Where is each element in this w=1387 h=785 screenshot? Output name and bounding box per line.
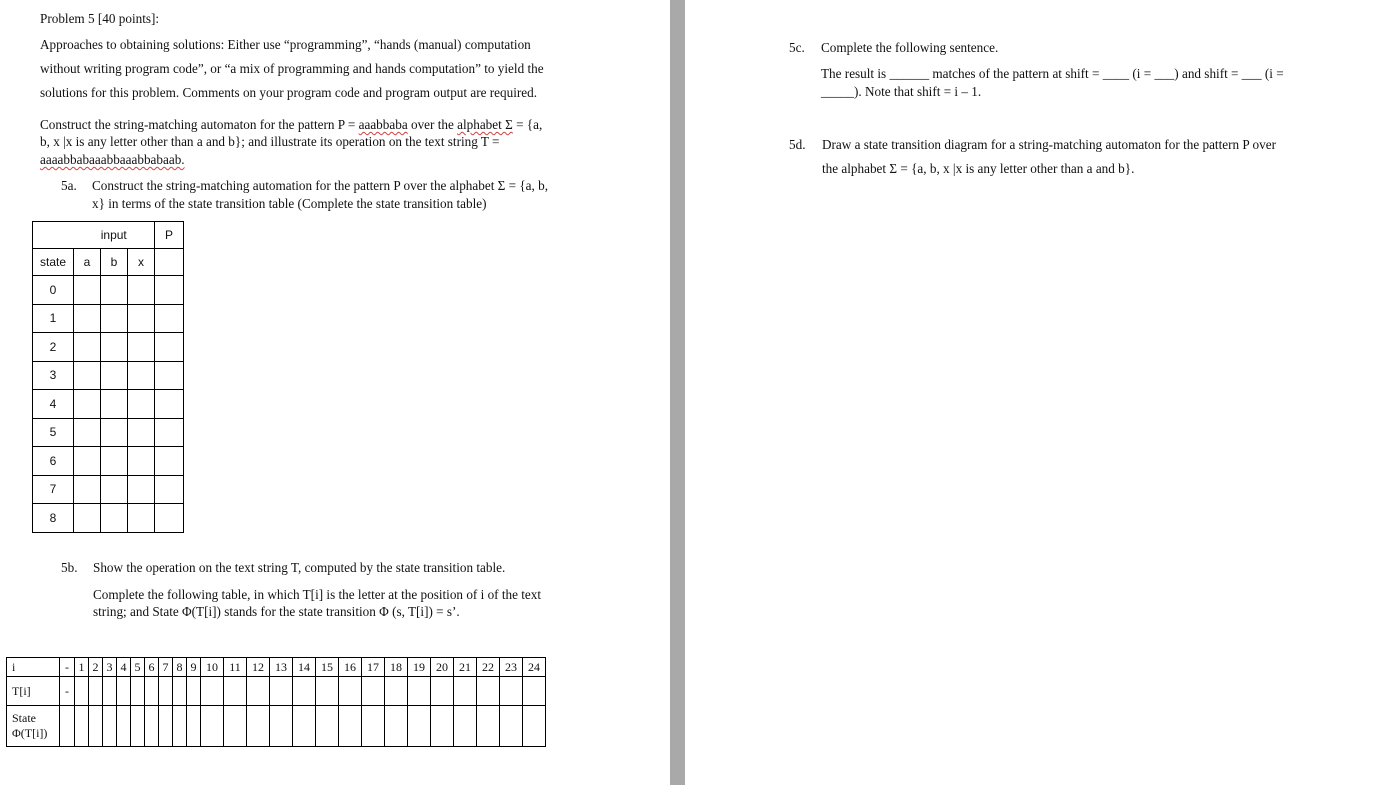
index-cell: 21 [454,658,477,677]
b-cell[interactable] [101,475,128,504]
text-cell[interactable] [201,677,224,706]
table-row [33,333,184,362]
part-5d-label: 5d. [789,137,806,152]
row-label-t: T[i] [7,677,60,706]
b-cell[interactable] [101,333,128,362]
state-cell: 7 [33,475,74,504]
state-cell[interactable] [339,706,362,747]
index-cell: 7 [159,658,173,677]
x-cell[interactable] [128,333,155,362]
p-cell[interactable] [155,276,184,305]
table-row [33,447,184,476]
right-page [685,0,1387,785]
part-5c-label: 5c. [789,40,805,55]
state-cell[interactable] [293,706,316,747]
state-cell[interactable] [408,706,431,747]
part-5a-label: 5a. [61,178,77,193]
part-5a-line-2: x} in terms of the state transition table (Complete the state transition table) [92,196,487,211]
state-cell[interactable] [270,706,293,747]
state-cell: 3 [33,361,74,390]
left-page [0,0,670,785]
pattern-text: aaabbaba [358,117,408,132]
p-header: P [155,222,184,249]
row-label-state-line2: Φ(T[i]) [12,726,48,740]
table-row [33,504,184,533]
text-cell[interactable] [224,677,247,706]
construct-line-1 [40,117,542,133]
state-cell: 6 [33,447,74,476]
input-header: input [74,222,155,249]
table-row [33,390,184,419]
text-cell[interactable] [339,677,362,706]
index-cell: 6 [145,658,159,677]
a-cell[interactable] [74,447,101,476]
part-5c-line-3: _____). Note that shift = i – 1. [821,84,982,99]
p-cell[interactable] [155,418,184,447]
table-row [33,276,184,305]
a-cell[interactable] [74,333,101,362]
index-cell: 12 [247,658,270,677]
index-cell: 9 [187,658,201,677]
text-cell[interactable] [431,677,454,706]
index-dash: - [60,658,75,677]
state-cell: 1 [33,304,74,333]
text-cell[interactable] [408,677,431,706]
text-row [7,677,546,706]
index-cell: 18 [385,658,408,677]
text-cell[interactable] [500,677,523,706]
state-cell[interactable] [477,706,500,747]
text-cell[interactable] [103,677,117,706]
part-5b-label: 5b. [61,560,78,575]
p-cell[interactable] [155,304,184,333]
b-cell[interactable] [101,304,128,333]
index-cell: 16 [339,658,362,677]
construct-text-pre: Construct the string-matching automaton for the pattern P = [40,117,359,132]
text-cell[interactable] [89,677,103,706]
a-cell[interactable] [74,504,101,533]
b-cell[interactable] [101,390,128,419]
part-5b-line-2: Complete the following table, in which T[i] is the letter at the position of i of the text [93,587,542,602]
b-cell[interactable] [101,276,128,305]
text-cell[interactable] [270,677,293,706]
index-cell: 20 [431,658,454,677]
state-cell[interactable] [103,706,117,747]
text-cell[interactable] [385,677,408,706]
index-cell: 13 [270,658,293,677]
table-row [33,304,184,333]
text-cell[interactable] [117,677,131,706]
part-5c-line-1: Complete the following sentence. [821,40,999,55]
p-cell[interactable] [155,333,184,362]
state-row [7,706,546,747]
index-cell: 15 [316,658,339,677]
text-cell[interactable] [145,677,159,706]
index-cell: 10 [201,658,224,677]
part-5c-line-2: The result is ______ matches of the pattern at shift = ____ (i = ___) and shift = ___ (i = [821,66,1284,81]
index-cell: 17 [362,658,385,677]
construct-text-post: = {a, [512,117,543,132]
x-cell[interactable] [128,418,155,447]
state-cell[interactable] [362,706,385,747]
part-5b-line-3: string; and State Φ(T[i]) stands for the state transition Φ (s, T[i]) = s’. [93,604,460,619]
index-cell: 8 [173,658,187,677]
state-column-header: state [33,249,74,276]
a-cell[interactable] [74,475,101,504]
state-cell: 8 [33,504,74,533]
text-cell[interactable] [159,677,173,706]
table-row [33,475,184,504]
state-cell[interactable] [187,706,201,747]
b-cell[interactable] [101,447,128,476]
x-cell[interactable] [128,276,155,305]
construct-line-3 [40,152,185,168]
a-cell[interactable] [74,418,101,447]
state-cell[interactable] [75,706,89,747]
index-cell: 22 [477,658,500,677]
part-5d-line-2: the alphabet Σ = {a, b, x |x is any letter other than a and b}. [822,161,1135,176]
table-row [33,418,184,447]
x-cell[interactable] [128,504,155,533]
table-corner-cell [33,222,74,249]
p-column-cell [155,249,184,276]
p-cell[interactable] [155,390,184,419]
construct-text-mid: over the [407,117,458,132]
index-cell: 19 [408,658,431,677]
state-start-cell[interactable] [60,706,75,747]
index-cell: 3 [103,658,117,677]
index-cell: 24 [523,658,546,677]
b-cell[interactable] [101,361,128,390]
text-cell[interactable] [173,677,187,706]
part-5b-line-1: Show the operation on the text string T, computed by the state transition table. [93,560,506,575]
x-cell[interactable] [128,390,155,419]
state-cell: 2 [33,333,74,362]
page-gutter [670,0,685,785]
state-cell[interactable] [159,706,173,747]
x-cell[interactable] [128,304,155,333]
text-cell[interactable] [454,677,477,706]
operation-table [6,657,546,747]
approach-line-3: solutions for this problem. Comments on your program code and program output are required. [40,85,537,100]
problem-title: Problem 5 [40 points]: [40,11,160,26]
text-cell[interactable] [187,677,201,706]
row-label-i: i [7,658,60,677]
index-cell: 1 [75,658,89,677]
text-cell[interactable] [247,677,270,706]
x-cell[interactable] [128,361,155,390]
p-cell[interactable] [155,447,184,476]
state-cell[interactable] [454,706,477,747]
part-5a-line-1: Construct the string-matching automation for the pattern P over the alphabet Σ = {a, b, [92,178,549,193]
state-cell[interactable] [523,706,546,747]
text-cell[interactable] [293,677,316,706]
approach-line-2: without writing program code”, or “a mix of programming and hands computation” to yield the [40,61,544,76]
text-cell[interactable] [316,677,339,706]
a-column-header: a [74,249,101,276]
index-cell: 4 [117,658,131,677]
state-cell[interactable] [431,706,454,747]
row-label-state [7,706,60,747]
state-cell: 4 [33,390,74,419]
x-cell[interactable] [128,475,155,504]
construct-line-2: b, x |x is any letter other than a and b}; and illustrate its operation on the text string T = [40,134,500,149]
x-cell[interactable] [128,447,155,476]
row-label-state-line1: State [12,711,36,725]
table-row [33,361,184,390]
state-cell: 5 [33,418,74,447]
state-transition-table [32,221,184,533]
text-cell[interactable] [131,677,145,706]
b-cell[interactable] [101,504,128,533]
text-cell[interactable] [523,677,546,706]
index-cell: 2 [89,658,103,677]
state-cell: 0 [33,276,74,305]
text-dash: - [60,677,75,706]
index-cell: 23 [500,658,523,677]
index-cell: 11 [224,658,247,677]
text-cell[interactable] [362,677,385,706]
x-column-header: x [128,249,155,276]
text-cell[interactable] [477,677,500,706]
b-cell[interactable] [101,418,128,447]
index-cell: 14 [293,658,316,677]
p-cell[interactable] [155,361,184,390]
state-cell[interactable] [117,706,131,747]
state-cell[interactable] [247,706,270,747]
text-string: aaaabbabaaabbaaabbabaab. [40,152,185,167]
state-cell[interactable] [316,706,339,747]
state-cell[interactable] [500,706,523,747]
text-cell[interactable] [75,677,89,706]
state-cell[interactable] [131,706,145,747]
state-cell[interactable] [385,706,408,747]
state-cell[interactable] [224,706,247,747]
part-5d-line-1: Draw a state transition diagram for a string-matching automaton for the pattern P over [822,137,1276,152]
a-cell[interactable] [74,276,101,305]
index-row [7,658,546,677]
state-cell[interactable] [145,706,159,747]
a-cell[interactable] [74,390,101,419]
p-cell[interactable] [155,475,184,504]
a-cell[interactable] [74,304,101,333]
p-cell[interactable] [155,504,184,533]
approach-line-1: Approaches to obtaining solutions: Either use “programming”, “hands (manual) computation [40,37,531,52]
index-cell: 5 [131,658,145,677]
alphabet-word: alphabet Σ [457,117,513,132]
b-column-header: b [101,249,128,276]
a-cell[interactable] [74,361,101,390]
state-cell[interactable] [89,706,103,747]
state-cell[interactable] [173,706,187,747]
state-cell[interactable] [201,706,224,747]
